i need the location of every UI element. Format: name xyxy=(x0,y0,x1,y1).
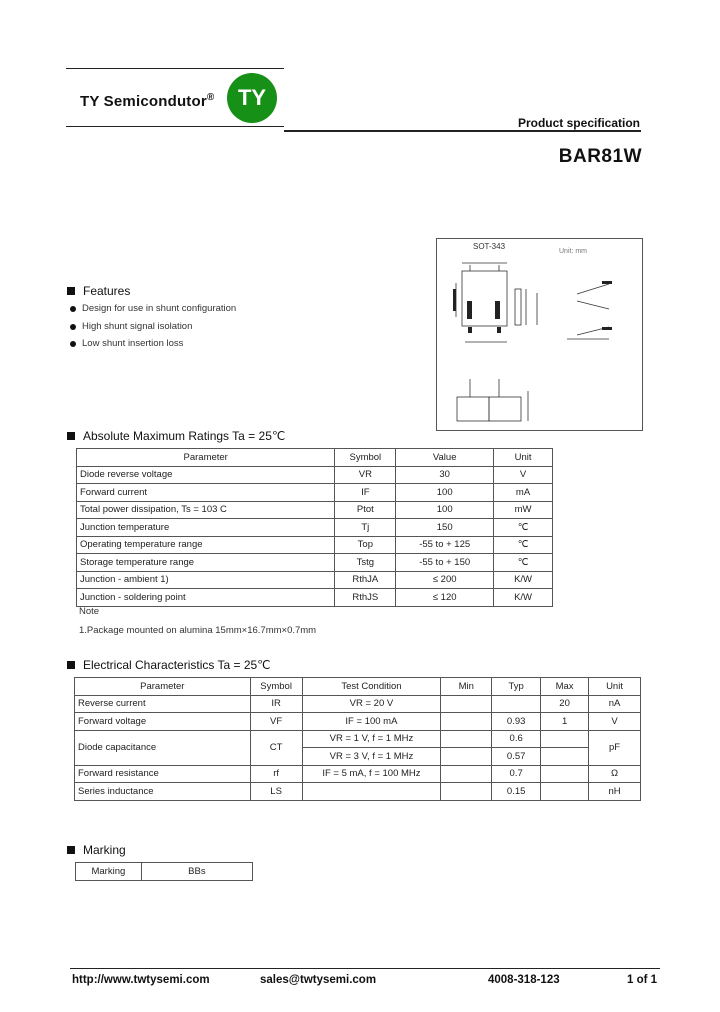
col-header: Typ xyxy=(492,678,541,696)
features-heading: Features xyxy=(67,284,130,298)
header-left-rule xyxy=(66,126,284,127)
col-header: Symbol xyxy=(250,678,302,696)
square-bullet-icon xyxy=(67,287,75,295)
table-row: Forward current IF 100 mA xyxy=(77,484,553,502)
table-row: Diode reverse voltage VR 30 V xyxy=(77,466,553,484)
note-text: 1.Package mounted on alumina 15mm×16.7mm×0.7mm xyxy=(79,625,317,636)
bullet-icon xyxy=(70,306,76,312)
table-row: Forward resistance rf IF = 5 mA, f = 100 MHz 0.7 Ω xyxy=(75,765,641,783)
sot343-outline-icon xyxy=(437,239,642,430)
table-row: Operating temperature range Top -55 to + 125 ℃ xyxy=(77,536,553,554)
feature-item: Low shunt insertion loss xyxy=(70,338,183,349)
table-row xyxy=(76,863,253,881)
table-row: Series inductance LS 0.15 nH xyxy=(75,783,641,801)
marking-value: BBs xyxy=(141,863,252,881)
elec-heading: Electrical Characteristics Ta = 25℃ xyxy=(67,658,271,672)
feature-item: Design for use in shunt configuration xyxy=(70,303,236,314)
abs-max-table xyxy=(76,448,553,607)
square-bullet-icon xyxy=(67,432,75,440)
table-row: Diode capacitance CT VR = 1 V, f = 1 MHz 0.6 pF xyxy=(75,730,641,748)
col-header: Test Condition xyxy=(302,678,441,696)
marking-table xyxy=(75,862,253,881)
table-row: Reverse current IR VR = 20 V 20 nA xyxy=(75,695,641,713)
package-label: SOT-343 xyxy=(473,242,506,251)
footer-rule xyxy=(70,968,660,969)
email-link[interactable]: sales@twtysemi.com xyxy=(260,974,377,986)
table-row: Forward voltage VF IF = 100 mA 0.93 1 V xyxy=(75,713,641,731)
col-header: Parameter xyxy=(77,449,335,467)
bullet-icon xyxy=(70,324,76,330)
col-header: Value xyxy=(396,449,494,467)
note-title: Note xyxy=(79,606,100,617)
website-link[interactable]: http://www.twtysemi.com xyxy=(72,974,210,986)
unit-note: Unit: mm xyxy=(559,248,587,255)
marking-heading: Marking xyxy=(67,843,126,857)
page-number: 1 of 1 xyxy=(627,974,658,986)
feature-item: High shunt signal isolation xyxy=(70,321,192,332)
square-bullet-icon xyxy=(67,846,75,854)
col-header: Unit xyxy=(589,678,641,696)
marking-label: Marking xyxy=(76,863,142,881)
header-top-rule xyxy=(66,68,284,69)
package-drawing xyxy=(436,238,643,431)
table-row: Junction temperature Tj 150 ℃ xyxy=(77,519,553,537)
square-bullet-icon xyxy=(67,661,75,669)
header-right-rule xyxy=(284,130,641,132)
table-header-row xyxy=(75,678,641,696)
col-header: Min xyxy=(441,678,492,696)
table-header-row xyxy=(77,449,553,467)
table-row: Storage temperature range Tstg -55 to + 150 ℃ xyxy=(77,554,553,572)
col-header: Unit xyxy=(494,449,553,467)
brand-name: TY Semicondutor® xyxy=(80,92,215,110)
phone-number: 4008-318-123 xyxy=(488,974,560,986)
table-row: Junction - ambient 1) RthJA ≤ 200 K/W xyxy=(77,571,553,589)
table-row: Junction - soldering point RthJS ≤ 120 K/W xyxy=(77,589,553,607)
elec-table xyxy=(74,677,641,801)
table-row: Total power dissipation, Ts = 103 C Ptot 100 mW xyxy=(77,501,553,519)
col-header: Symbol xyxy=(335,449,396,467)
table-row: VR = 3 V, f = 1 MHz 0.57 xyxy=(75,748,641,766)
col-header: Max xyxy=(541,678,589,696)
bullet-icon xyxy=(70,341,76,347)
col-header: Parameter xyxy=(75,678,251,696)
part-number: BAR81W xyxy=(558,146,642,167)
product-specification: Product specification xyxy=(517,116,640,130)
ty-logo: TY xyxy=(227,73,277,123)
abs-max-heading: Absolute Maximum Ratings Ta = 25℃ xyxy=(67,429,285,443)
